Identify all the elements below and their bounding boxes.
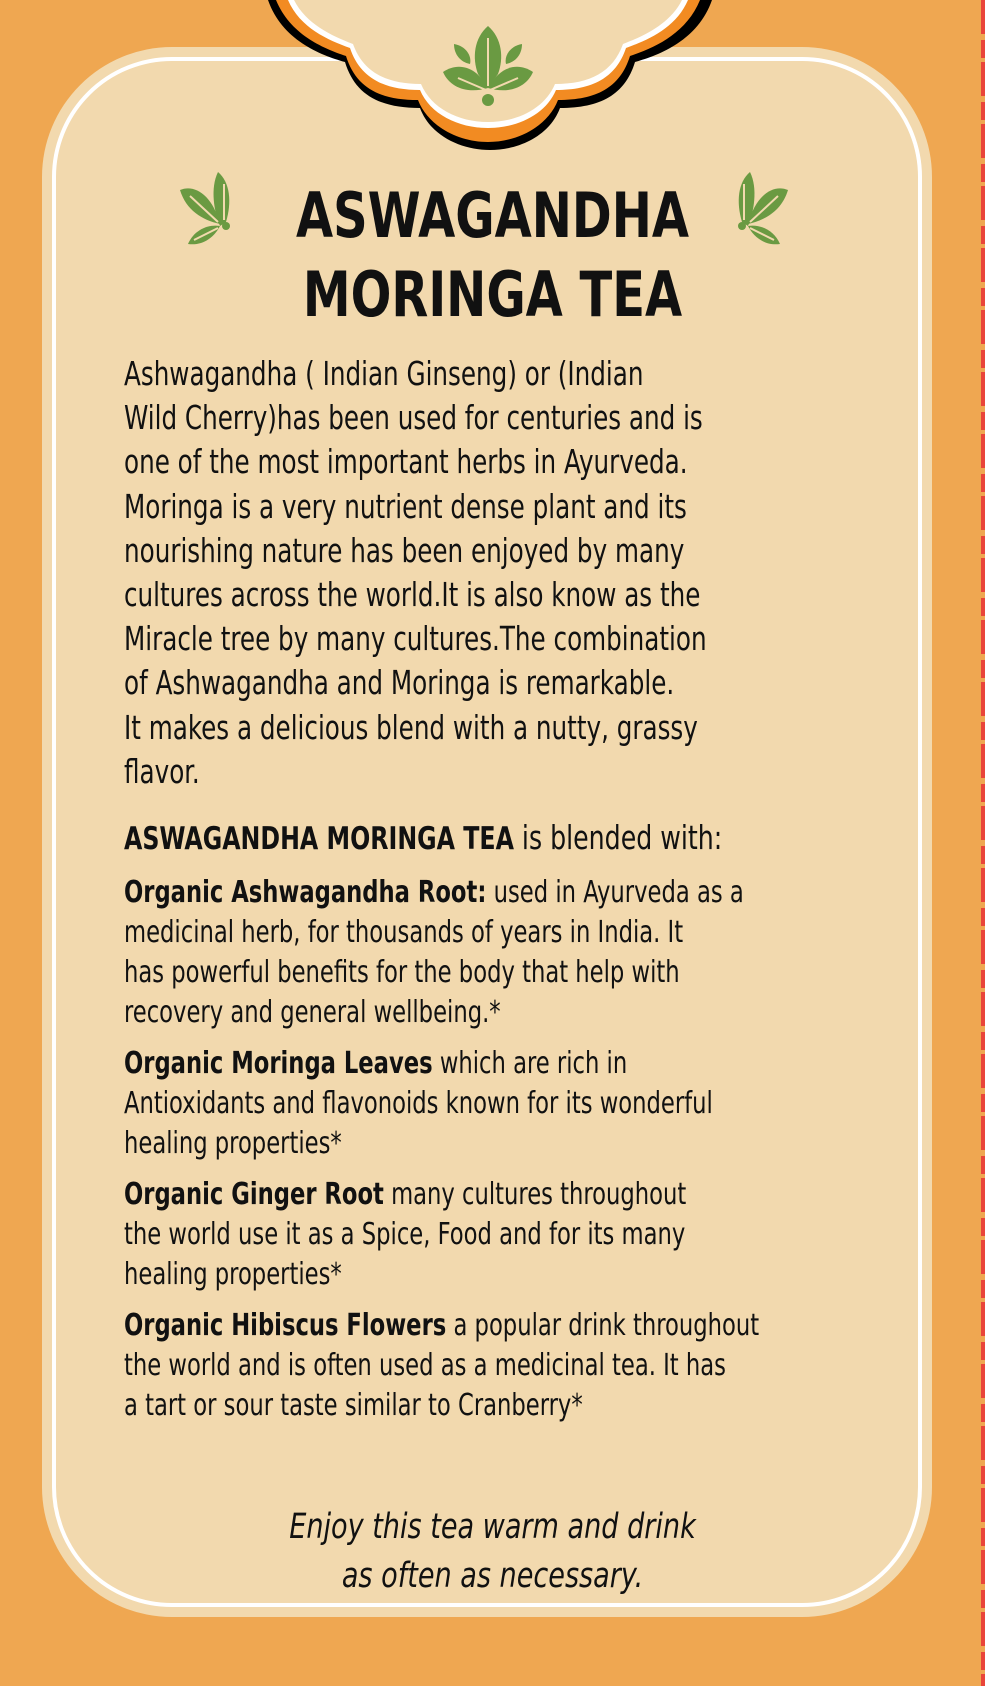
intro-line: one of the most important herbs in Ayurveda. bbox=[124, 442, 688, 482]
ingredient-desc: healing properties* bbox=[124, 1126, 342, 1161]
intro-line: nourishing nature has been enjoyed by many bbox=[124, 530, 685, 570]
ingredient-name: Organic Moringa Leaves bbox=[124, 1046, 433, 1081]
intro-line: Wild Cherry)has been used for centuries and is bbox=[124, 398, 703, 438]
intro-line: Moringa is a very nutrient dense plant and its bbox=[124, 486, 687, 526]
ingredient-item bbox=[124, 1044, 796, 1164]
closing-note bbox=[69, 1503, 916, 1601]
ingredient-item bbox=[124, 1306, 796, 1426]
ingredient-item bbox=[124, 873, 796, 1033]
product-title-line2: MORINGA TEA bbox=[302, 258, 683, 331]
ingredient-desc: recovery and general wellbeing.* bbox=[124, 995, 501, 1030]
blend-heading-product: ASWAGANDHA MORINGA TEA bbox=[124, 821, 514, 857]
closing-line1: Enjoy this tea warm and drink bbox=[289, 1507, 696, 1547]
ingredient-desc: which are rich in bbox=[432, 1046, 628, 1081]
ingredient-desc: a popular drink throughout bbox=[446, 1308, 760, 1343]
ingredient-desc: the world use it as a Spice, Food and for its many bbox=[124, 1217, 686, 1252]
intro-line: It makes a delicious blend with a nutty, grassy bbox=[124, 707, 698, 747]
ingredient-name: Organic Ginger Root bbox=[124, 1177, 384, 1212]
intro-line: Ashwagandha ( Indian Ginseng) or (Indian bbox=[124, 354, 644, 393]
ingredient-name: Organic Ashwagandha Root: bbox=[124, 875, 487, 910]
intro-line: flavor. bbox=[124, 751, 200, 791]
intro-line: cultures across the world.It is also know as the bbox=[124, 575, 701, 615]
ingredient-desc: the world and is often used as a medicinal tea. It has bbox=[124, 1348, 726, 1383]
edge-stripe bbox=[981, 0, 985, 1686]
ingredient-list bbox=[124, 873, 796, 1437]
intro-line: of Ashwagandha and Moringa is remarkable. bbox=[124, 663, 675, 703]
product-title-line1: ASWAGANDHA bbox=[295, 179, 690, 252]
ingredient-desc: many cultures throughout bbox=[383, 1177, 687, 1212]
ingredient-name: Organic Hibiscus Flowers bbox=[124, 1308, 447, 1343]
ingredient-item bbox=[124, 1175, 796, 1295]
ingredient-desc: used in Ayurveda as a bbox=[486, 875, 744, 910]
closing-line2: as often as necessary. bbox=[341, 1556, 644, 1596]
blend-heading bbox=[124, 818, 722, 859]
blend-heading-text: is blended with: bbox=[513, 818, 723, 857]
ingredient-desc: healing properties* bbox=[124, 1257, 342, 1292]
ingredient-desc: medicinal herb, for thousands of years in India. It bbox=[124, 915, 684, 950]
ingredient-desc: has powerful benefits for the body that help with bbox=[124, 955, 680, 990]
ingredient-desc: Antioxidants and flavonoids known for its wonderful bbox=[124, 1086, 713, 1121]
intro-paragraph bbox=[124, 352, 771, 794]
ingredient-desc: a tart or sour taste similar to Cranberry* bbox=[124, 1388, 583, 1423]
intro-line: Miracle tree by many cultures.The combination bbox=[124, 619, 707, 659]
